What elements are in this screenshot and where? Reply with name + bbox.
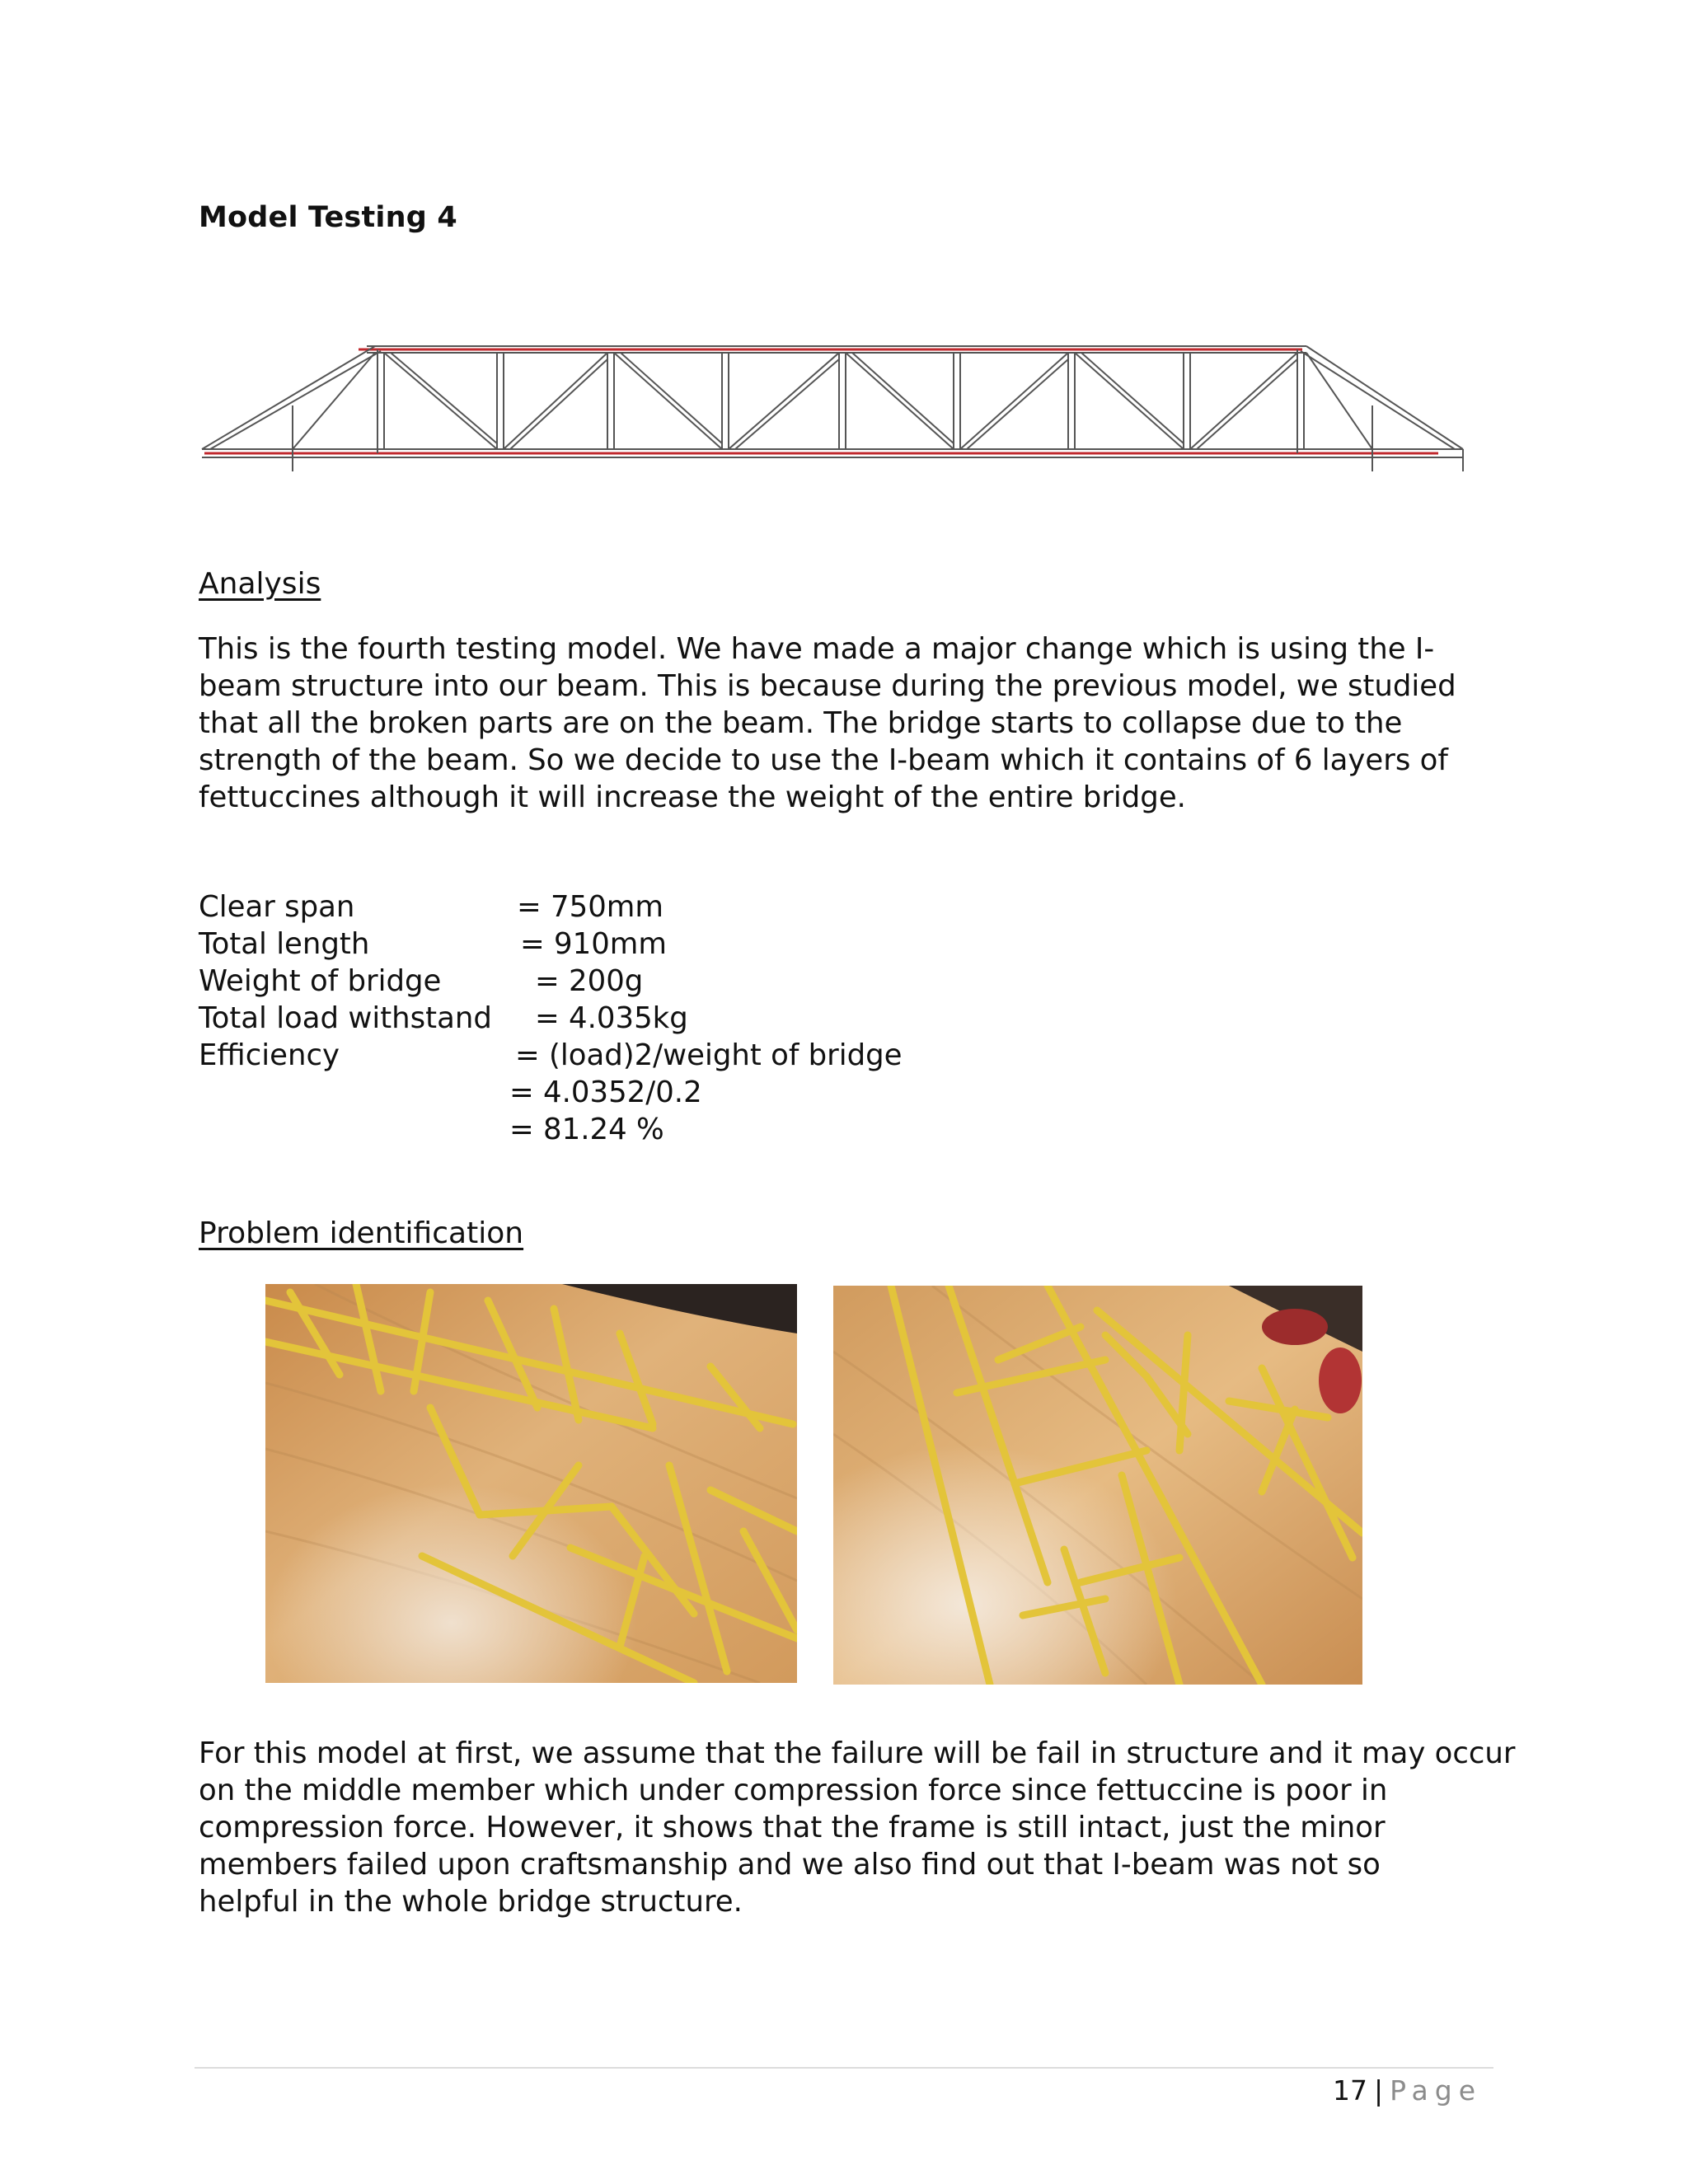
truss-bridge-diagram xyxy=(198,331,1467,476)
analysis-line: This is the fourth testing model. We have made a major change which is using the I- xyxy=(199,632,1435,666)
analysis-line: beam structure into our beam. This is because during the previous model, we studied xyxy=(199,669,1456,703)
spec-label: Clear span xyxy=(199,890,355,924)
spec-value: = 200g xyxy=(535,964,644,998)
spec-label: Total load withstand xyxy=(199,1001,492,1035)
analysis-line: strength of the beam. So we decide to use the I-beam which it contains of 6 layers of xyxy=(199,743,1448,777)
page-footer xyxy=(1333,2074,1482,2107)
spec-value: = (load)2/weight of bridge xyxy=(515,1038,903,1072)
footer-divider xyxy=(195,2067,1493,2069)
conclusion-line: For this model at first, we assume that the failure will be fail in structure and it may occur xyxy=(199,1736,1516,1770)
spec-label: Weight of bridge xyxy=(199,964,442,998)
analysis-paragraph xyxy=(199,630,1501,816)
problem-identification-heading: Problem identification xyxy=(199,1216,524,1250)
conclusion-line: compression force. However, it shows that the frame is still intact, just the minor xyxy=(199,1811,1386,1844)
spec-value: = 81.24 % xyxy=(509,1113,664,1146)
page-number: 17 xyxy=(1332,2074,1367,2107)
conclusion-line: on the middle member which under compression force since fettuccine is poor in xyxy=(199,1774,1388,1807)
page-word: Page xyxy=(1390,2074,1482,2107)
spec-value: = 4.035kg xyxy=(535,1001,688,1035)
conclusion-paragraph xyxy=(199,1735,1516,1920)
broken-bridge-photo-right xyxy=(833,1286,1362,1685)
spec-value: = 4.0352/0.2 xyxy=(509,1076,702,1109)
conclusion-line: helpful in the whole bridge structure. xyxy=(199,1885,743,1919)
section-title: Model Testing 4 xyxy=(199,201,457,234)
spec-label: Efficiency xyxy=(199,1038,340,1072)
spec-value: = 910mm xyxy=(520,927,667,961)
spec-value: = 750mm xyxy=(517,890,663,924)
analysis-line: that all the broken parts are on the beam. The bridge starts to collapse due to the xyxy=(199,706,1403,740)
conclusion-line: members failed upon craftsmanship and we also find out that I-beam was not so xyxy=(199,1848,1381,1882)
broken-bridge-photo-left xyxy=(265,1284,797,1683)
analysis-heading: Analysis xyxy=(199,567,321,601)
footer-separator: | xyxy=(1373,2074,1384,2107)
spec-label: Total length xyxy=(199,927,370,961)
analysis-line: fettuccines although it will increase the weight of the entire bridge. xyxy=(199,780,1186,814)
